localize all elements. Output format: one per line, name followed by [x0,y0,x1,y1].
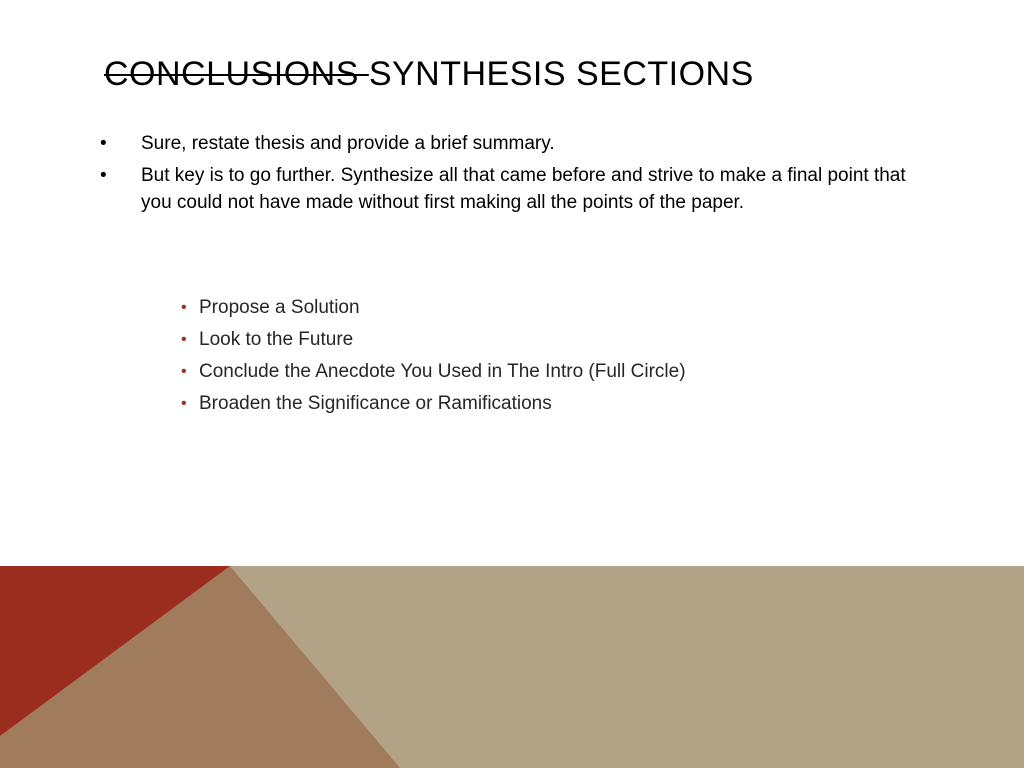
bullet-text: Sure, restate thesis and provide a brief summary. [141,133,555,154]
sub-bullet-text: Broaden the Significance or Ramifications [199,393,552,414]
decorative-footer-band [0,566,1024,768]
list-item [181,388,686,420]
bullet-icon: • [100,133,107,154]
sub-bullet-text: Conclude the Anecdote You Used in The Intro (Full Circle) [199,361,686,382]
list-item [100,162,930,216]
list-item [181,324,686,356]
slide-title-rest: SYNTHESIS SECTIONS [368,55,754,93]
main-bullet-list [100,130,930,221]
bullet-icon: • [181,331,187,348]
sub-bullet-list [181,292,686,420]
sub-bullet-text: Propose a Solution [199,297,360,318]
bullet-icon: • [181,299,187,316]
bullet-icon: • [181,395,187,412]
bullet-icon: • [181,363,187,380]
slide-title [104,52,754,96]
sub-bullet-text: Look to the Future [199,329,354,350]
bullet-text: But key is to go further. Synthesize all that came before and strive to make a final point that you could not have made without first making all the points of the paper. [141,165,906,213]
list-item [100,130,930,157]
slide-title-struck: CONCLUSIONS [104,55,369,93]
bullet-icon: • [100,165,107,186]
list-item [181,356,686,388]
list-item [181,292,686,324]
